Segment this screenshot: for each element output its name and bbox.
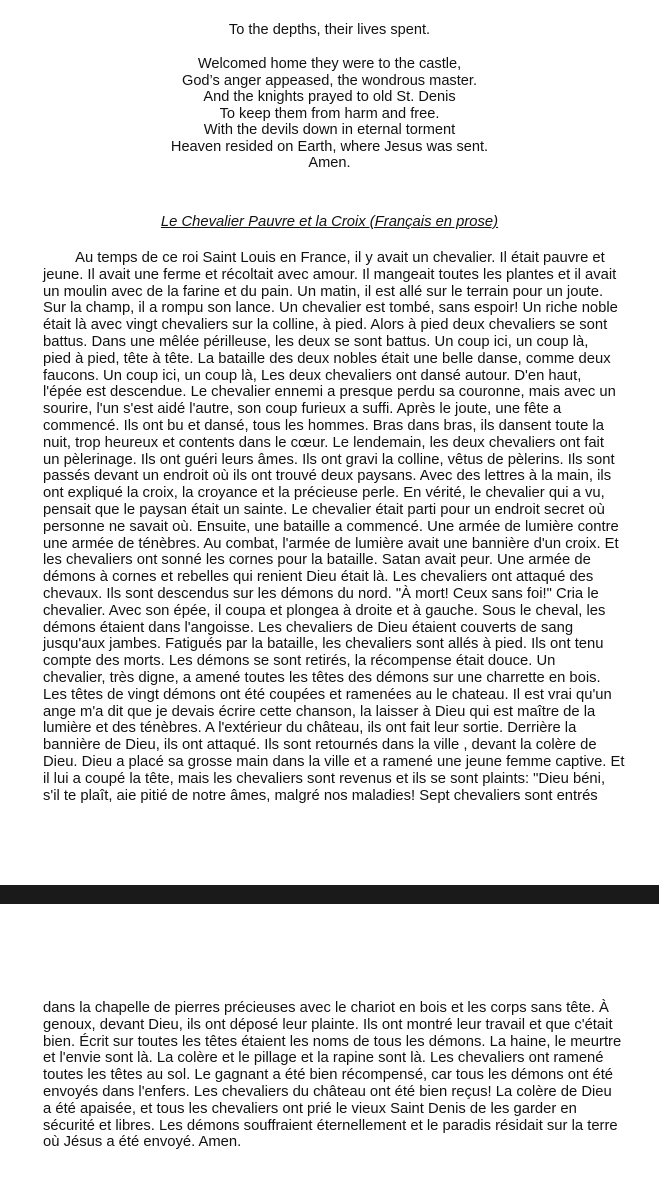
prose-line: où Jésus a été envoyé. Amen.: [43, 1134, 242, 1151]
poem-line: To keep them from harm and free.: [219, 105, 440, 122]
poem-line: With the devils down in eternal torment: [203, 122, 456, 138]
prose-line: Sur la champ, il a rompu son lance. Un chevalier est tombé, sans espoir! Un riche noble: [43, 300, 618, 317]
prose-line: passés devant un endroit où ils ont trouvé deux paysans. Avec des lettres à la main, ils: [43, 468, 612, 485]
prose-line: a été apaisée, et tous les chevaliers ont prié le vieux Saint Denis de les garder en: [43, 1100, 577, 1117]
prose-line: sourire, l'un s'est aidé l'autre, son coup furieux a suffi. Après le joute, une fête a: [43, 401, 562, 418]
poem-line: God’s anger appeased, the wondrous master.: [181, 72, 478, 89]
poem-line: And the knights prayed to old St. Denis: [203, 89, 456, 105]
prose-line: un moulin avec de la farine et du pain. Un matin, il est allé sur le terrain pour un joute.: [43, 283, 604, 300]
poem-line: Welcomed home they were to the castle,: [197, 56, 462, 72]
prose-line: chevalier, très digne, a amené toutes les têtes des démons sur une charrette en bois.: [43, 669, 601, 686]
prose-line: s'il te plaît, aie pitié de notre âmes, malgré nos maladies! Sept chevaliers sont entrés: [43, 787, 598, 804]
poem-stanza: [0, 56, 659, 172]
prose-line: chevaux. Ils sont descendus sur les démons du nord. "À mort! Ceux sans foi!" Cria le: [43, 585, 599, 602]
poem-line: Amen.: [308, 155, 351, 171]
prose-line: commencé. Ils ont bu et dansé, tous les hommes. Bras dans bras, ils dansent toute la: [43, 417, 604, 434]
prose-line: bannière de Dieu, ils ont attaqué. Ils sont retournés dans la ville , devant la colère de: [43, 737, 597, 754]
prose-line: dans la chapelle de pierres précieuses avec le chariot en bois et les corps sans tête. À: [43, 1000, 609, 1016]
prose-line: et l'envie sont là. La colère et le pillage et la rapine sont là. Les chevaliers ont ramené: [43, 1050, 604, 1067]
prose-line: les chevaliers ont sonné les cornes pour la bataille. Satan avait peur. Une armée de: [43, 552, 591, 569]
prose-line: un pèlerinage. Ils ont guéri leurs âmes. Ils ont gravi la colline, vêtus de pèlerins. Ils sont: [43, 451, 615, 468]
prose-line: sécurité et libres. Les démons souffraient éternellement et le paradis résidait sur la terre: [43, 1117, 618, 1134]
prose-line: Les têtes de vingt démons ont été coupées et ramenées au le chateau. Il est vrai qu'un: [43, 686, 612, 703]
prose-line: une armée de ténèbres. Au combat, l'armée de lumière avait une bannière d'un croix. Et: [43, 535, 619, 552]
prose-line: faucons. Un coup ici, un coup là, Les deux chevaliers ont dansé autour. D'en haut,: [43, 367, 582, 384]
poem-line: To the depths, their lives spent.: [228, 22, 431, 38]
prose-body: [43, 250, 623, 804]
prose-line: nuit, trop heureux et contents dans le cœur. Le lendemain, les deux chevaliers ont fait: [43, 434, 604, 451]
prose-line: jeune. Il avait une ferme et récoltait avec amour. Il mangeait toutes les plantes et il avait: [43, 266, 617, 283]
prose-line: l'épée est descendue. Le chevalier ennemi a presque perdu sa couronne, mais avec un: [43, 384, 616, 401]
prose-line: il lui a coupé la tête, mais les chevaliers sont revenus et ils se sont plaints: "Dieu béni,: [43, 770, 606, 787]
prose-line: genoux, devant Dieu, ils ont déposé leur plainte. Ils ont montré leur travail et que c'était: [43, 1016, 613, 1033]
prose-body-continued: [43, 1000, 623, 1151]
prose-line: lumière et des ténèbres. A l'extérieur du château, ils ont fait leur sortie. Derrière la: [43, 720, 577, 737]
page-separator: [0, 885, 659, 904]
poem-line: Heaven resided on Earth, where Jesus was sent.: [170, 138, 489, 155]
prose-line: chevalier. Avec son épée, il coupa et plongea à droite et à gauche. Sous le cheval, les: [43, 602, 606, 619]
prose-line: jusqu'aux jambes. Fatigués par la bataille, les chevaliers sont allés à pied. Ils ont tenu: [43, 636, 604, 653]
prose-line: était là avec vingt chevaliers sur la colline, à pied. Alors à pied deux chevaliers se sont: [43, 317, 608, 334]
prose-line: battus. Dans une mêlée périlleuse, les deux se sont battus. Un coup ici, un coup là,: [43, 333, 589, 350]
section-heading: Le Chevalier Pauvre et la Croix (Français en prose): [160, 214, 499, 230]
prose-line: personne ne savait où. Ensuite, une bataille a commencé. Une armée de lumière contre: [43, 518, 619, 535]
prose-line: toutes les têtes au sol. Le gagnant a été bien récompensé, car tous les démons ont été: [43, 1067, 614, 1084]
poem-closing-line: [0, 22, 659, 39]
prose-line: envoyés dans l'enfers. Les chevaliers du château ont été bien reçus! La colère de Dieu: [43, 1083, 612, 1100]
document-page-2: [0, 904, 659, 1200]
prose-line: ont expliqué la croix, la croyance et la précieuse perle. En vérité, le chevalier qui a vu,: [43, 485, 605, 502]
prose-line: compte des morts. Les démons se sont retirés, la récompense était douce. Un: [43, 653, 556, 670]
prose-line: bien. Écrit sur toutes les têtes étaient les noms de tous les démons. La haine, le meurtre: [43, 1033, 622, 1050]
prose-line: démons étaient dans l'angoisse. Les chevaliers de Dieu étaient couverts de sang: [43, 619, 574, 636]
prose-line: pied à pied, tête à tête. La bataille des deux nobles était une belle danse, comme deux: [43, 350, 611, 367]
prose-line: Dieu. Dieu a placé sa grosse main dans la ville et a ramené une jeune femme captive. Et: [43, 753, 625, 770]
prose-line: démons à cornes et rebelles qui renient Dieu était là. Les chevaliers ont attaqué des: [43, 569, 594, 586]
prose-line: Au temps de ce roi Saint Louis en France, il y avait un chevalier. Il était pauvre et: [43, 250, 605, 266]
prose-line: ange m'a dit que je devais écrire cette chanson, la laisser à Dieu qui est maître de la: [43, 703, 596, 720]
prose-line: pensait que le paysan était un sainte. Le chevalier était parti pour un endroit secret où: [43, 501, 605, 518]
